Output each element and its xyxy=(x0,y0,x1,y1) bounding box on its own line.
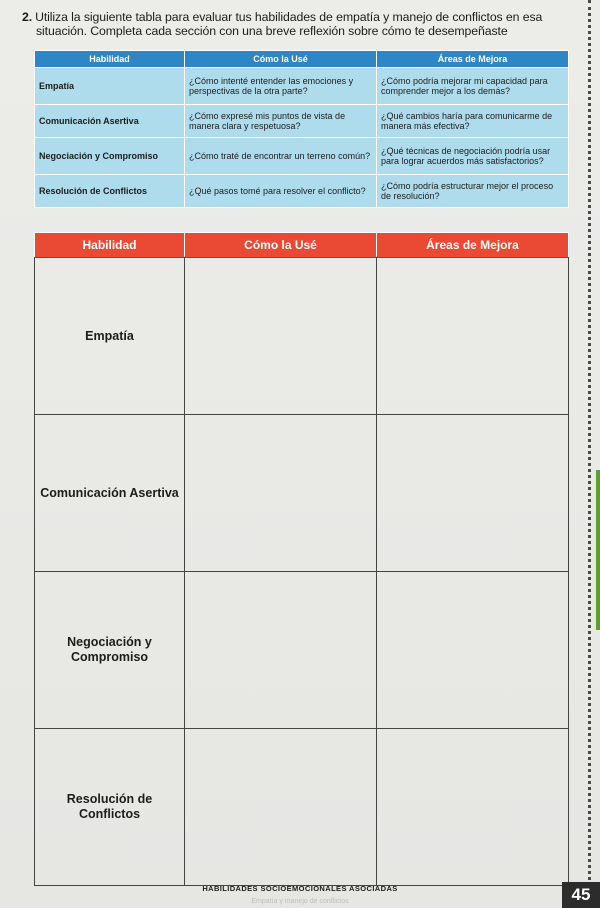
answer-row xyxy=(35,415,569,572)
reference-improve-cell: ¿Qué técnicas de negociación podría usar para lograr acuerdos más satisfactorios? xyxy=(377,138,569,175)
answer-improve-field[interactable] xyxy=(377,729,569,886)
reference-row xyxy=(35,175,569,208)
answer-how-field[interactable] xyxy=(185,572,377,729)
reference-skill-cell: Negociación y Compromiso xyxy=(35,138,185,175)
reference-how-cell: ¿Cómo expresé mis puntos de vista de manera clara y respetuosa? xyxy=(185,105,377,138)
answer-skill-label: Comunicación Asertiva xyxy=(35,415,185,572)
answer-header-skill: Habilidad xyxy=(35,233,185,258)
reference-skill-cell: Resolución de Conflictos xyxy=(35,175,185,208)
reference-row xyxy=(35,138,569,175)
reference-header-how: Cómo la Usé xyxy=(185,51,377,68)
answer-row xyxy=(35,258,569,415)
reference-how-cell: ¿Cómo traté de encontrar un terreno común? xyxy=(185,138,377,175)
reference-table xyxy=(34,50,569,208)
question-line-2: situación. Completa cada sección con una breve reflexión sobre cómo te desempeñaste xyxy=(36,24,508,38)
question-text xyxy=(22,10,578,38)
answer-how-field[interactable] xyxy=(185,258,377,415)
answer-row xyxy=(35,729,569,886)
answer-skill-label: Empatía xyxy=(35,258,185,415)
answer-improve-field[interactable] xyxy=(377,258,569,415)
reference-improve-cell: ¿Cómo podría mejorar mi capacidad para comprender mejor a los demás? xyxy=(377,68,569,105)
answer-how-field[interactable] xyxy=(185,415,377,572)
reference-header-skill: Habilidad xyxy=(35,51,185,68)
answer-skill-label: Resolución de Conflictos xyxy=(35,729,185,886)
reference-row xyxy=(35,68,569,105)
reference-how-cell: ¿Qué pasos tomé para resolver el conflicto? xyxy=(185,175,377,208)
reference-improve-cell: ¿Cómo podría estructurar mejor el proceso de resolución? xyxy=(377,175,569,208)
reference-skill-cell: Empatía xyxy=(35,68,185,105)
reference-row xyxy=(35,105,569,138)
answer-header-improve: Áreas de Mejora xyxy=(377,233,569,258)
green-edge-tab xyxy=(596,470,600,630)
answer-improve-field[interactable] xyxy=(377,415,569,572)
answer-row xyxy=(35,572,569,729)
question-line-1: Utiliza la siguiente tabla para evaluar tus habilidades de empatía y manejo de conflictos en esa xyxy=(35,10,543,24)
answer-how-field[interactable] xyxy=(185,729,377,886)
question-number: 2. xyxy=(22,10,33,24)
answer-header-how: Cómo la Usé xyxy=(185,233,377,258)
reference-header-row xyxy=(35,51,569,68)
reference-improve-cell: ¿Qué cambios haría para comunicarme de manera más efectiva? xyxy=(377,105,569,138)
answer-skill-label: Negociación y Compromiso xyxy=(35,572,185,729)
answer-header-row xyxy=(35,233,569,258)
reference-header-improve: Áreas de Mejora xyxy=(377,51,569,68)
answer-table xyxy=(34,232,569,886)
perforation-line xyxy=(588,0,591,880)
footer-section-label: HABILIDADES SOCIOEMOCIONALES ASOCIADAS xyxy=(202,884,398,893)
reference-how-cell: ¿Cómo intenté entender las emociones y perspectivas de la otra parte? xyxy=(185,68,377,105)
reference-skill-cell: Comunicación Asertiva xyxy=(35,105,185,138)
answer-improve-field[interactable] xyxy=(377,572,569,729)
footer-faint-text: Empatía y manejo de conflictos xyxy=(251,898,349,905)
page-number: 45 xyxy=(562,882,600,908)
